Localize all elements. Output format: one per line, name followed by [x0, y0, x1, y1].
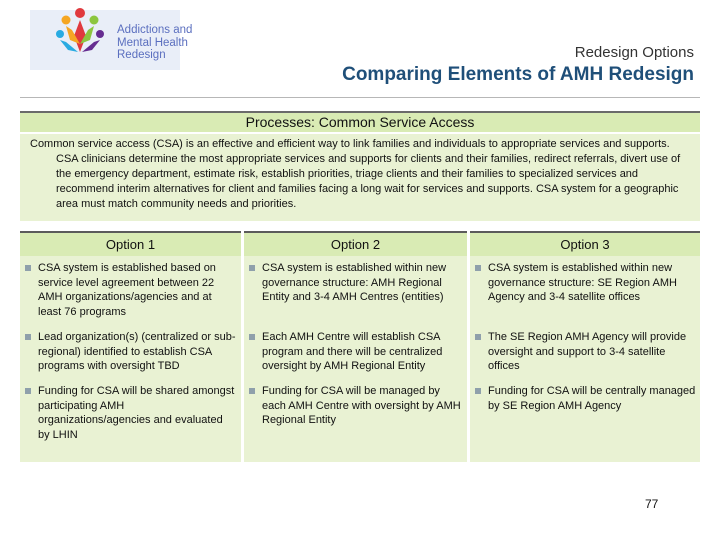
bullet-icon: [25, 388, 31, 394]
option-1-item-text: CSA system is established based on service level agreement between 22 AMH organizations/agencies and at least 76 programs: [38, 262, 216, 318]
option-1-item: [20, 261, 237, 319]
bullet-icon: [249, 388, 255, 394]
option-2-item: [244, 261, 463, 305]
processes-body-text: Common service access (CSA) is an effective and efficient way to link families and individuals to appropriate services and supports. CSA clinicians determine the most appropriate services and supports for clients and their families, redirect referrals, divert use of the emergency department, estimate risk, establish priorities, triage clients and their families to specialized services and recommend interim alternatives for client and families facing a long wait for services and supports. CSA system for a geographic area must match community needs and priorities.: [30, 138, 681, 210]
bullet-icon: [249, 334, 255, 340]
processes-heading: Processes: Common Service Access: [20, 111, 700, 132]
option-2-item-text: CSA system is established within new governance structure: AMH Regional Entity and 3-4 AMH Centres (entities): [262, 262, 447, 303]
slide-title: Comparing Elements of AMH Redesign: [342, 64, 694, 85]
logo-text: [117, 24, 192, 62]
logo-line-2: Mental Health: [117, 36, 188, 49]
option-2-header: Option 2: [244, 231, 467, 256]
option-2-item: [244, 330, 463, 374]
bullet-icon: [25, 265, 31, 271]
option-3-item: [470, 330, 696, 374]
logo-people-icon: [50, 6, 110, 66]
option-3-item: [470, 261, 696, 305]
option-3-item-text: CSA system is established within new governance structure: SE Region AMH Agency and 3-4 satellite offices: [488, 262, 677, 303]
option-1-item-text: Funding for CSA will be shared amongst participating AMH organizations/agencies and evaluated by LHIN: [38, 385, 235, 441]
option-2-item-text: Each AMH Centre will establish CSA program and there will be centralized oversight by AMH Regional Entity: [262, 331, 443, 372]
option-3-item-text: The SE Region AMH Agency will provide oversight and support to 3-4 satellite offices: [488, 331, 687, 372]
bullet-icon: [475, 334, 481, 340]
slide-subtitle: Redesign Options: [574, 44, 694, 61]
bullet-icon: [25, 334, 31, 340]
option-2-column: [244, 256, 467, 462]
option-1-item: [20, 384, 237, 442]
option-3-item-text: Funding for CSA will be centrally managed by SE Region AMH Agency: [488, 385, 696, 412]
option-1-item-text: Lead organization(s) (centralized or sub-regional) identified to establish CSA programs with oversight TBD: [38, 331, 236, 372]
logo-line-1: Addictions and: [117, 24, 193, 36]
option-1-header: Option 1: [20, 231, 241, 256]
title-divider: [20, 97, 700, 98]
bullet-icon: [475, 265, 481, 271]
option-3-item: [470, 384, 696, 413]
option-2-item: [244, 384, 463, 428]
page-number: 77: [645, 497, 659, 511]
option-1-column: [20, 256, 241, 462]
option-3-header: Option 3: [470, 231, 700, 256]
option-2-item-text: Funding for CSA will be managed by each AMH Centre with oversight by AMH Regional Entity: [262, 385, 461, 426]
processes-description: [20, 134, 700, 221]
logo-line-3: Redesign: [117, 49, 166, 61]
bullet-icon: [475, 388, 481, 394]
bullet-icon: [249, 265, 255, 271]
option-1-item: [20, 330, 237, 374]
option-3-column: [470, 256, 700, 462]
